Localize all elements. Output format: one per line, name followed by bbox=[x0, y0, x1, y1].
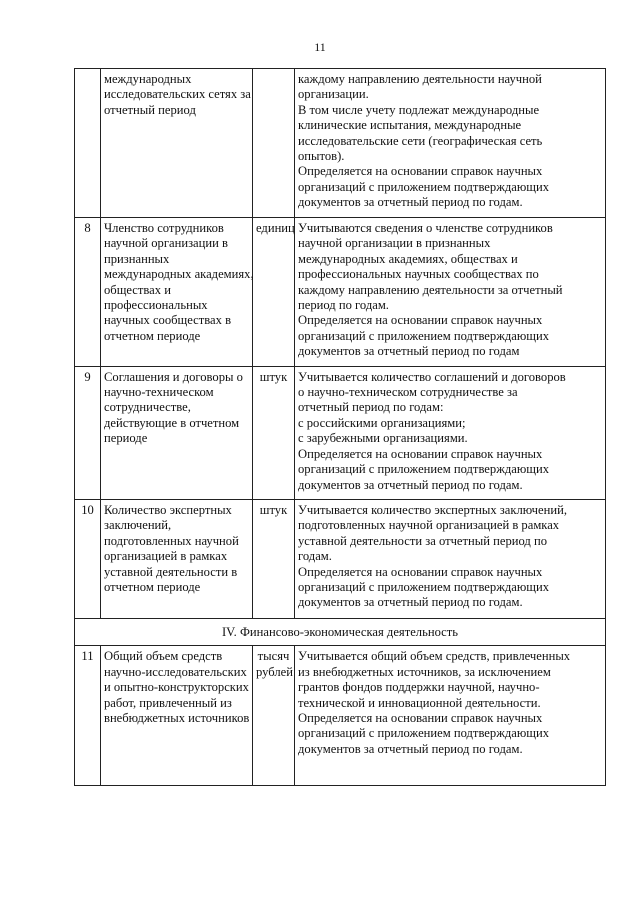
text-line: Количество экспертных bbox=[104, 502, 232, 517]
text-line: Соглашения и договоры о bbox=[104, 369, 243, 384]
text-line: обществах и bbox=[104, 282, 171, 297]
text-line: заключений, bbox=[104, 518, 172, 533]
cell-description bbox=[295, 499, 606, 618]
text-line: о научно-техническом сотрудничестве за bbox=[298, 385, 518, 400]
text-line: отчетном периоде bbox=[104, 579, 201, 594]
text-line: сотрудничестве, bbox=[104, 400, 191, 415]
text-line: тысяч bbox=[257, 649, 290, 664]
text-line: организаций с приложением подтверждающих bbox=[298, 579, 550, 594]
indicators-table bbox=[74, 68, 606, 786]
text-line: организаций с приложением подтверждающих bbox=[298, 179, 550, 194]
text-line: каждому направлению деятельности за отчетный bbox=[298, 282, 563, 297]
cell-num: 11 bbox=[75, 646, 101, 786]
text-line: опытов). bbox=[298, 149, 345, 164]
text-line: с зарубежными организациями. bbox=[298, 431, 468, 446]
text-line: профессиональных научных сообществах по bbox=[298, 267, 539, 282]
text-line: штук bbox=[259, 502, 288, 517]
text-line: Определяется на основании справок научных bbox=[298, 164, 543, 179]
text-line: организаций с приложением подтверждающих bbox=[298, 328, 550, 343]
text-line: документов за отчетный период по годам. bbox=[298, 595, 523, 610]
text-line: период по годам. bbox=[298, 298, 389, 313]
cell-name bbox=[101, 69, 253, 218]
text-line: подготовленных научной организацией в рамках bbox=[298, 518, 560, 533]
text-line: Общий объем средств bbox=[104, 649, 223, 664]
page-number: 11 bbox=[314, 40, 326, 54]
text-line: организаций с приложением подтверждающих bbox=[298, 726, 550, 741]
text-line: годам. bbox=[298, 549, 332, 564]
text-line: профессиональных bbox=[104, 298, 208, 313]
text-line: рублей bbox=[256, 664, 293, 679]
text-line: технической и инновационной деятельности. bbox=[298, 695, 541, 710]
text-line: Определяется на основании справок научных bbox=[298, 564, 543, 579]
cell-description bbox=[295, 366, 606, 499]
cell-num: 10 bbox=[75, 499, 101, 618]
cell-num bbox=[75, 69, 101, 218]
cell-unit bbox=[253, 499, 295, 618]
text-line: документов за отчетный период по годам bbox=[298, 344, 520, 359]
table-row bbox=[75, 366, 606, 499]
table-row-continuation bbox=[75, 69, 606, 218]
text-line: отчетный период bbox=[104, 102, 196, 117]
text-line: внебюджетных источников bbox=[104, 710, 250, 725]
section-header-row bbox=[75, 618, 606, 645]
cell-name bbox=[101, 646, 253, 786]
text-line: периоде bbox=[104, 431, 148, 446]
text-line: с российскими организациями; bbox=[298, 415, 466, 430]
table-row bbox=[75, 646, 606, 786]
text-line: научной организации в признанных bbox=[298, 236, 491, 251]
text-line: Учитывается количество соглашений и договоров bbox=[298, 369, 566, 384]
cell-unit bbox=[253, 69, 295, 218]
text-line: документов за отчетный период по годам. bbox=[298, 195, 523, 210]
text-line: Учитываются сведения о членстве сотрудников bbox=[298, 221, 553, 235]
text-line: Определяется на основании справок научных bbox=[298, 710, 543, 725]
text-line: документов за отчетный период по годам. bbox=[298, 477, 523, 492]
text-line: В том числе учету подлежат международные bbox=[298, 102, 540, 117]
text-line: отчетный период по годам: bbox=[298, 400, 444, 415]
text-line: единиц bbox=[256, 221, 295, 235]
text-line: уставной деятельности в bbox=[104, 564, 238, 579]
text-line: каждому направлению деятельности научной bbox=[298, 72, 542, 86]
text-line: организации. bbox=[298, 87, 369, 102]
text-line: международных академиях, обществах и bbox=[298, 251, 518, 266]
cell-description bbox=[295, 218, 606, 367]
text-line: организаций с приложением подтверждающих bbox=[298, 462, 550, 477]
table-row bbox=[75, 218, 606, 367]
text-line: отчетном периоде bbox=[104, 328, 201, 343]
cell-description bbox=[295, 69, 606, 218]
cell-num: 9 bbox=[75, 366, 101, 499]
text-line: Учитывается количество экспертных заключений, bbox=[298, 502, 567, 517]
text-line: организацией в рамках bbox=[104, 549, 228, 564]
text-line: Учитывается общий объем средств, привлеченных bbox=[298, 649, 571, 664]
section-title: IV. Финансово-экономическая деятельность bbox=[75, 618, 606, 645]
text-line: Определяется на основании справок научных bbox=[298, 313, 543, 328]
text-line: научно-техническом bbox=[104, 385, 214, 400]
text-line: работ, привлеченный из bbox=[104, 695, 232, 710]
cell-unit bbox=[253, 218, 295, 367]
cell-name bbox=[101, 499, 253, 618]
text-line: уставной деятельности за отчетный период по bbox=[298, 533, 548, 548]
text-line: подготовленных научной bbox=[104, 533, 239, 548]
text-line: из внебюджетных источников, за исключением bbox=[298, 664, 551, 679]
text-line: международных bbox=[104, 72, 192, 86]
text-line: научной организации в bbox=[104, 236, 228, 251]
text-line: международных академиях, bbox=[104, 267, 254, 282]
cell-name bbox=[101, 218, 253, 367]
text-line: признанных bbox=[104, 251, 170, 266]
cell-num: 8 bbox=[75, 218, 101, 367]
cell-unit bbox=[253, 366, 295, 499]
text-line: грантов фондов поддержки научной, научно- bbox=[298, 680, 540, 695]
table-row bbox=[75, 499, 606, 618]
text-line: исследовательских сетях за bbox=[104, 87, 251, 102]
text-line: исследовательские сети (географическая сеть bbox=[298, 133, 543, 148]
cell-unit bbox=[253, 646, 295, 786]
text-line: Определяется на основании справок научных bbox=[298, 446, 543, 461]
text-line: Членство сотрудников bbox=[104, 221, 224, 235]
text-line: и опытно-конструкторских bbox=[104, 680, 249, 695]
text-line: клинические испытания, международные bbox=[298, 118, 522, 133]
text-line: действующие в отчетном bbox=[104, 415, 240, 430]
cell-name bbox=[101, 366, 253, 499]
text-line: штук bbox=[259, 369, 288, 384]
text-line: документов за отчетный период по годам. bbox=[298, 741, 523, 756]
text-line: научно-исследовательских bbox=[104, 664, 247, 679]
cell-description bbox=[295, 646, 606, 786]
text-line: научных сообществах в bbox=[104, 313, 232, 328]
